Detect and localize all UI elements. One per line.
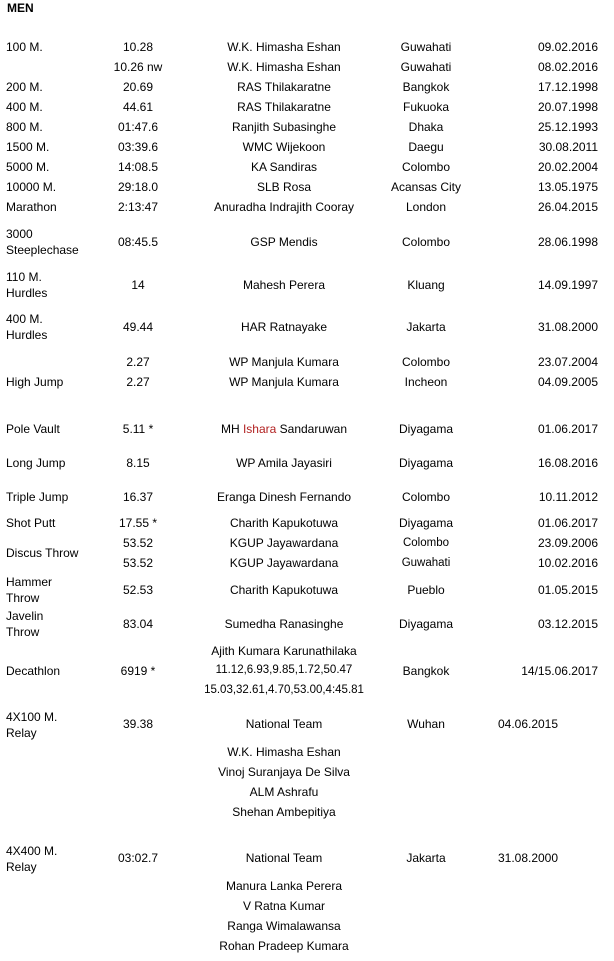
record-date: 01.06.2017 xyxy=(537,422,598,436)
athlete-name: HAR Ratnayake xyxy=(240,320,328,334)
venue: Colombo xyxy=(402,537,450,549)
record-date: 09.02.2016 xyxy=(537,40,598,54)
record-date: 10.02.2016 xyxy=(537,556,598,570)
split-results: 15.03,32.61,4.70,53.00,4:45.81 xyxy=(204,684,364,696)
athlete-name: RAS Thilakaratne xyxy=(237,80,331,94)
record-date: 20.07.1998 xyxy=(537,100,598,114)
performance: 29:18.0 xyxy=(117,180,159,194)
event-name: Steeplechase xyxy=(6,243,79,257)
venue: Fukuoka xyxy=(402,100,450,114)
venue: Diyagama xyxy=(398,516,454,530)
athlete-name: WP Manjula Kumara xyxy=(229,375,339,389)
venue: Pueblo xyxy=(407,583,445,597)
record-date: 31.08.2000 xyxy=(497,851,559,865)
relay-member: Shehan Ambepitiya xyxy=(232,805,336,819)
athlete-name: National Team xyxy=(245,851,323,865)
athlete-name: Charith Kapukotuwa xyxy=(229,583,339,597)
athlete-name-part: MH xyxy=(220,422,243,436)
performance: 10.26 nw xyxy=(113,60,163,74)
event-name: 1500 M. xyxy=(6,140,50,154)
record-date: 31.08.2000 xyxy=(537,320,598,334)
record-date: 10.11.2012 xyxy=(538,490,598,504)
relay-member: V Ratna Kumar xyxy=(242,899,326,913)
event-name: Discus Throw xyxy=(6,546,79,560)
performance: 20.69 xyxy=(122,80,154,94)
record-date: 16.08.2016 xyxy=(537,456,598,470)
event-name: 3000 xyxy=(6,227,33,241)
event-name: 5000 M. xyxy=(6,160,50,174)
venue: Daegu xyxy=(408,140,444,154)
athlete-name: WP Amila Jayasiri xyxy=(236,456,332,470)
athlete-name: KA Sandiras xyxy=(250,160,318,174)
athlete-name: W.K. Himasha Eshan xyxy=(227,60,341,74)
event-name: Triple Jump xyxy=(6,490,69,504)
performance: 17.55 * xyxy=(118,516,158,530)
venue: Bangkok xyxy=(402,664,450,678)
record-date: 23.07.2004 xyxy=(537,355,598,369)
record-date: 30.08.2011 xyxy=(538,140,598,154)
event-name: Shot Putt xyxy=(6,516,56,530)
event-name: 4X100 M. xyxy=(6,710,58,724)
event-name: 400 M. xyxy=(6,100,43,114)
relay-member: ALM Ashrafu xyxy=(249,785,319,799)
record-date: 03.12.2015 xyxy=(537,617,598,631)
event-name: Relay xyxy=(6,860,37,874)
record-date: 01.06.2017 xyxy=(537,516,598,530)
event-name: Javelin xyxy=(6,609,44,623)
performance: 53.52 xyxy=(122,556,154,570)
venue: Colombo xyxy=(401,160,451,174)
athlete-name: GSP Mendis xyxy=(250,235,318,249)
performance: 5.11 * xyxy=(122,422,154,436)
record-date: 26.04.2015 xyxy=(537,200,598,214)
event-name: 200 M. xyxy=(6,80,43,94)
venue: Bangkok xyxy=(402,80,450,94)
performance: 39.38 xyxy=(122,717,154,731)
record-date: 23.09.2006 xyxy=(537,536,598,550)
athlete-name-highlight: Ishara xyxy=(242,422,277,436)
record-date: 17.12.1998 xyxy=(537,80,598,94)
venue: Colombo xyxy=(401,235,451,249)
athlete-name: KGUP Jayawardana xyxy=(229,536,339,550)
event-name: Pole Vault xyxy=(6,422,60,436)
performance: 14:08.5 xyxy=(117,160,159,174)
performance: 2.27 xyxy=(126,375,150,389)
athlete-name: Sumedha Ranasinghe xyxy=(224,617,344,631)
venue: Diyagama xyxy=(398,456,454,470)
performance: 83.04 xyxy=(122,617,154,631)
event-name: Decathlon xyxy=(6,664,61,678)
athlete-name: WP Manjula Kumara xyxy=(229,355,339,369)
venue: Jakarta xyxy=(406,851,446,865)
performance: 53.52 xyxy=(122,536,154,550)
athlete-name: Mahesh Perera xyxy=(242,278,326,292)
relay-member: Ranga Wimalawansa xyxy=(227,919,341,933)
athlete-name-part: Sandaruwan xyxy=(276,422,348,436)
athlete-name: SLB Rosa xyxy=(256,180,312,194)
event-name: 100 M. xyxy=(6,40,43,54)
venue: Acansas City xyxy=(390,180,462,194)
athlete-name xyxy=(180,422,388,436)
athlete-name: Anuradha Indrajith Cooray xyxy=(213,200,355,214)
venue: Jakarta xyxy=(406,320,446,334)
event-name: Throw xyxy=(6,625,40,639)
record-date: 01.05.2015 xyxy=(537,583,598,597)
event-name: Hurdles xyxy=(6,286,48,300)
venue: Wuhan xyxy=(407,717,445,731)
record-date: 04.09.2005 xyxy=(537,375,598,389)
venue: Diyagama xyxy=(398,617,454,631)
page-title: MEN xyxy=(7,1,34,15)
event-name: 800 M. xyxy=(6,120,43,134)
event-name: High Jump xyxy=(6,375,64,389)
performance: 03:39.6 xyxy=(117,140,159,154)
venue: Colombo xyxy=(401,355,451,369)
record-date: 28.06.1998 xyxy=(537,235,598,249)
relay-member: Rohan Pradeep Kumara xyxy=(219,939,349,953)
event-name: Hurdles xyxy=(6,328,48,342)
athlete-name: W.K. Himasha Eshan xyxy=(227,40,341,54)
athlete-name: WMC Wijekoon xyxy=(242,140,326,154)
performance: 08:45.5 xyxy=(117,235,159,249)
split-results: 11.12,6.93,9.85,1.72,50.47 xyxy=(215,664,353,676)
relay-member: W.K. Himasha Eshan xyxy=(227,745,341,759)
performance: 03:02.7 xyxy=(117,851,159,865)
venue: Guwahati xyxy=(400,40,452,54)
performance: 16.37 xyxy=(122,490,154,504)
record-date: 13.05.1975 xyxy=(537,180,598,194)
performance: 14 xyxy=(131,278,145,292)
performance: 10.28 xyxy=(122,40,154,54)
event-name: Hammer xyxy=(6,575,53,589)
performance: 6919 * xyxy=(120,664,156,678)
event-name: Relay xyxy=(6,726,37,740)
record-date: 04.06.2015 xyxy=(497,717,559,731)
event-name: Marathon xyxy=(6,200,57,214)
athlete-name: RAS Thilakaratne xyxy=(237,100,331,114)
event-name: Long Jump xyxy=(6,456,66,470)
relay-member: Manura Lanka Perera xyxy=(225,879,343,893)
performance: 2:13:47 xyxy=(117,200,159,214)
venue: Guwahati xyxy=(401,557,451,569)
event-name: Throw xyxy=(6,591,40,605)
venue: Guwahati xyxy=(400,60,452,74)
performance: 8.15 xyxy=(126,456,150,470)
relay-member: Vinoj Suranjaya De Silva xyxy=(218,765,350,779)
venue: Kluang xyxy=(407,278,445,292)
athlete-name: National Team xyxy=(245,717,323,731)
venue: Diyagama xyxy=(398,422,454,436)
record-date: 20.02.2004 xyxy=(537,160,598,174)
record-date: 25.12.1993 xyxy=(537,120,598,134)
performance: 01:47.6 xyxy=(117,120,159,134)
event-name: 110 M. xyxy=(6,270,42,284)
event-name: 4X400 M. xyxy=(6,844,58,858)
athlete-name: KGUP Jayawardana xyxy=(229,556,339,570)
venue: Incheon xyxy=(404,375,448,389)
performance: 52.53 xyxy=(122,583,154,597)
event-name: 10000 M. xyxy=(6,180,57,194)
athlete-name: Eranga Dinesh Fernando xyxy=(216,490,352,504)
athlete-name: Charith Kapukotuwa xyxy=(229,516,339,530)
record-date: 08.02.2016 xyxy=(537,60,598,74)
performance: 2.27 xyxy=(126,355,150,369)
venue: Dhaka xyxy=(408,120,444,134)
venue: London xyxy=(405,200,447,214)
athlete-name: Ranjith Subasinghe xyxy=(231,120,337,134)
event-name: 400 M. xyxy=(6,312,43,326)
performance: 49.44 xyxy=(122,320,154,334)
venue: Colombo xyxy=(401,490,451,504)
record-date: 14.09.1997 xyxy=(537,278,598,292)
performance: 44.61 xyxy=(122,100,154,114)
athlete-name: Ajith Kumara Karunathilaka xyxy=(211,644,357,658)
record-date: 14/15.06.2017 xyxy=(521,664,598,678)
